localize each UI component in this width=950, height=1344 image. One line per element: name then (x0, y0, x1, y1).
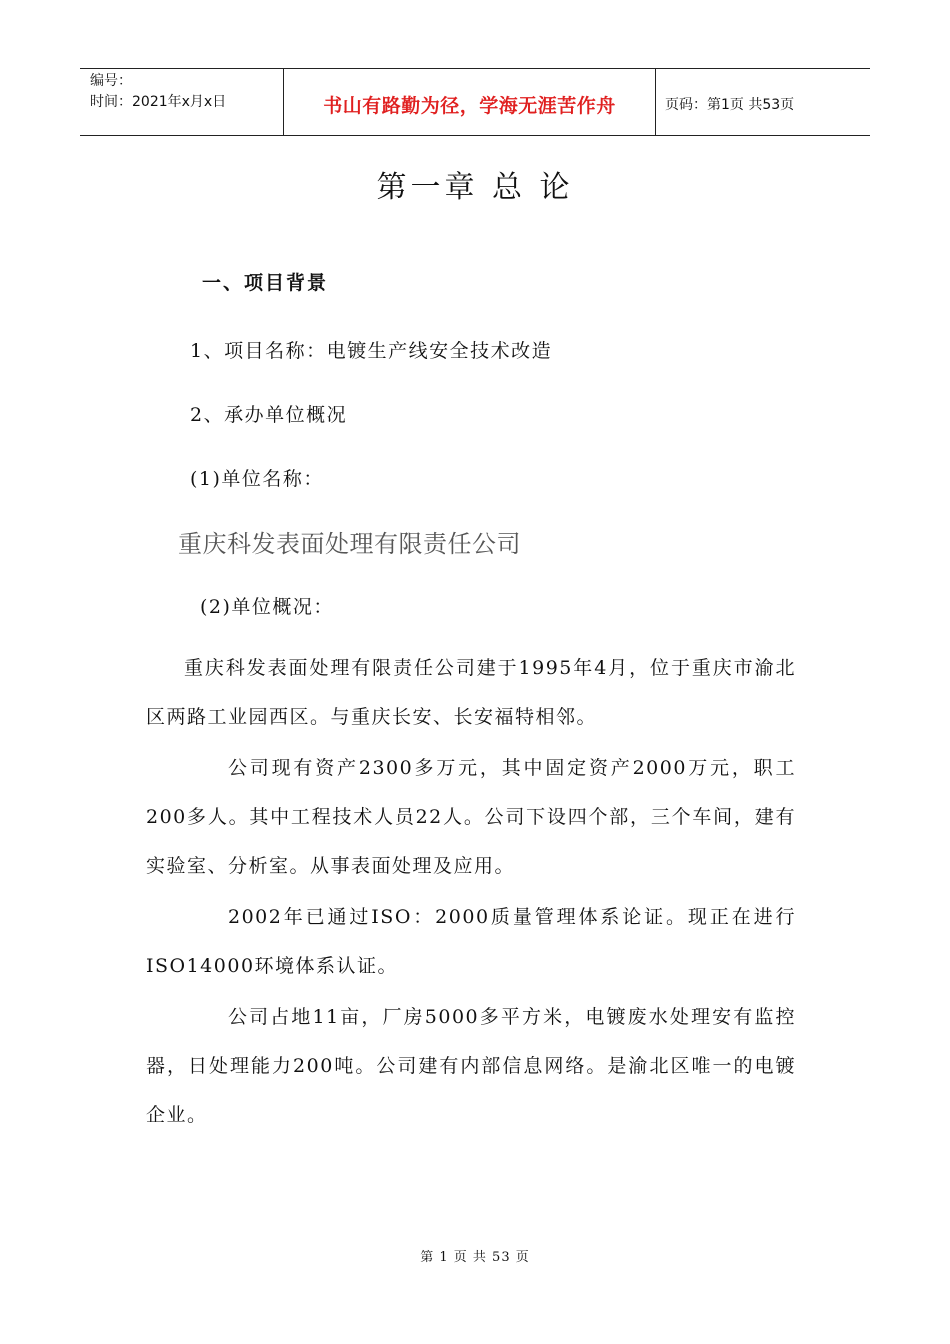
chapter-title: 第一章 总 论 (376, 170, 574, 205)
unit-summary-label: (2)单位概况： (200, 596, 334, 618)
header-page-info: 页码：第1页 共53页 (665, 97, 795, 113)
unit-overview-line: 2、承办单位概况 (190, 404, 348, 426)
paragraph-certification: 2002年已通过ISO：2000质量管理体系论证。现正在进行ISO14000环境体系认证。 (146, 906, 796, 977)
document-date: 时间：2021年x月x日 (90, 94, 227, 110)
document-number: 编号： (90, 73, 132, 89)
header-meta (80, 69, 283, 135)
header-motto: 书山有路勤为径，学海无涯苦作舟 (323, 94, 616, 117)
paragraph-facilities: 公司占地11亩，厂房5000多平方米，电镀废水处理安有监控器，日处理能力200吨。公司建有内部信息网络。是渝北区唯一的电镀企业。 (146, 1006, 796, 1126)
project-name-line: 1、项目名称：电镀生产线安全技术改造 (190, 340, 553, 362)
paragraph-assets: 公司现有资产2300多万元，其中固定资产2000万元，职工200多人。其中工程技术人员22人。公司下设四个部，三个车间，建有实验室、分析室。从事表面处理及应用。 (146, 757, 796, 877)
document-header (80, 68, 870, 136)
company-name: 重庆科发表面处理有限责任公司 (178, 530, 521, 558)
paragraph-founding: 重庆科发表面处理有限责任公司建于1995年4月，位于重庆市渝北区两路工业园西区。与重庆长安、长安福特相邻。 (146, 657, 796, 728)
header-motto-cell (283, 69, 656, 135)
page-footer: 第 1 页 共 53 页 (420, 1250, 530, 1265)
header-page-cell (656, 69, 870, 135)
unit-name-label: (1)单位名称： (190, 468, 324, 490)
section-heading: 一、项目背景 (202, 272, 329, 294)
